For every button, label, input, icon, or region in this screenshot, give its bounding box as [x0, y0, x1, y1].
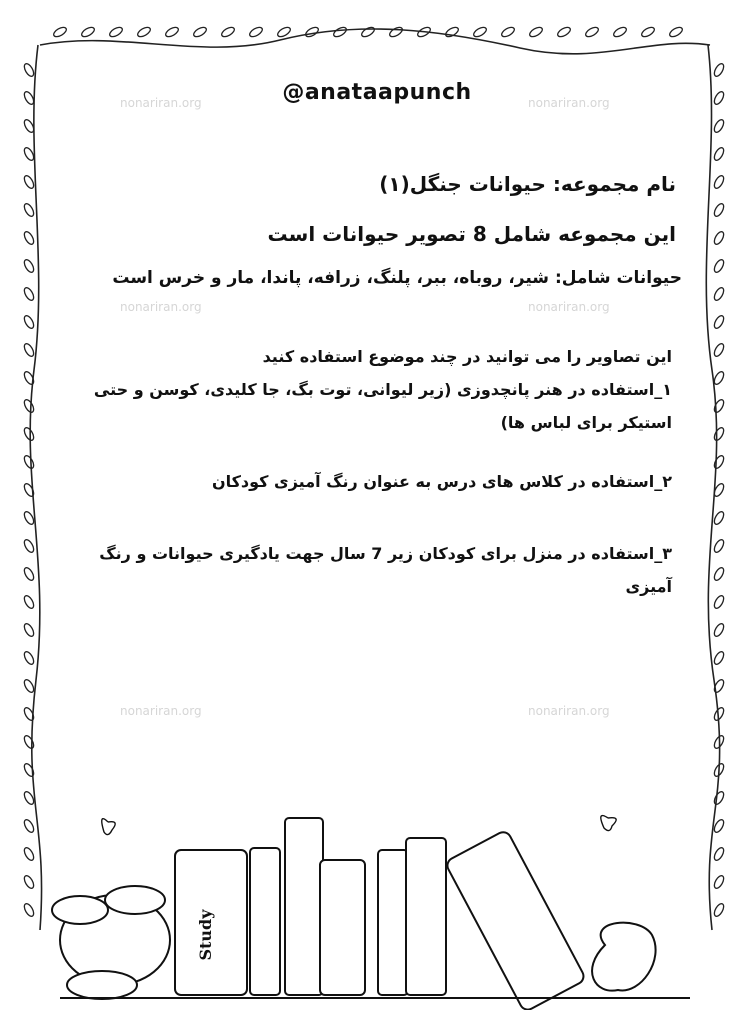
leaf-icon [712, 846, 725, 862]
leaf-icon [22, 734, 35, 750]
leaf-icon [712, 62, 725, 78]
use-item-3: ۳_استفاده در منزل برای کودکان زیر 7 سال جهت یادگیری حیوانات و رنگ آمیزی [99, 544, 672, 596]
watermark: nonariran.org [528, 704, 610, 718]
leaf-icon [304, 25, 320, 38]
leaf-icon [276, 25, 292, 38]
leaf-icon [472, 25, 488, 38]
leaf-icon [360, 25, 376, 38]
leaf-icon [712, 594, 725, 610]
leaf-icon [164, 25, 180, 38]
leaf-icon [712, 174, 725, 190]
leaf-icon [712, 370, 725, 386]
leaf-icon [556, 25, 572, 38]
leaf-icon [712, 874, 725, 890]
leaf-icon [712, 426, 725, 442]
use-item-1: ۱_استفاده در هنر پانچدوزی (زیر لیوانی، توت بگ، جا کلیدی، کوسن و حتی استیکر برای لباس ها) [93, 380, 672, 432]
leaf-icon [22, 762, 35, 778]
leaf-icon [22, 594, 35, 610]
instagram-handle: @anataapunch [282, 80, 472, 105]
leaf-icon [584, 25, 600, 38]
animals-list: حیوانات شامل: شیر، روباه، ببر، پلنگ، زرافه، پاندا، مار و خرس است [112, 268, 682, 288]
leaf-icon [108, 25, 124, 38]
leaf-icon [22, 398, 35, 414]
watermark: nonariran.org [120, 704, 202, 718]
collection-title: نام مجموعه: حیوانات جنگل(۱) [379, 172, 676, 196]
leaf-icon [22, 202, 35, 218]
leaf-icon [712, 202, 725, 218]
leaf-icon [712, 538, 725, 554]
leaf-icon [712, 118, 725, 134]
leaf-icon [22, 454, 35, 470]
watermark: nonariran.org [528, 96, 610, 110]
leaf-icon [22, 230, 35, 246]
leaf-icon [712, 398, 725, 414]
leaf-icon [712, 314, 725, 330]
leaf-icon [22, 314, 35, 330]
leaf-icon [712, 622, 725, 638]
leaf-icon [136, 25, 152, 38]
leaf-icon [22, 622, 35, 638]
leaf-icon [22, 62, 35, 78]
leaf-icon [332, 25, 348, 38]
leaf-icon [22, 174, 35, 190]
leaf-icon [192, 25, 208, 38]
leaf-icon [22, 286, 35, 302]
leaf-icon [712, 706, 725, 722]
book-spine-label: Study [196, 909, 215, 961]
leaf-icon [22, 258, 35, 274]
leaf-icon [712, 566, 725, 582]
leaf-icon [712, 146, 725, 162]
leaf-icon [712, 650, 725, 666]
leaf-icon [712, 902, 725, 918]
butterfly-icon [601, 816, 616, 831]
leaf-icon [712, 510, 725, 526]
leaf-icon [22, 874, 35, 890]
uses-intro: این تصاویر را می توانید در چند موضوع استفاده کنید [262, 347, 672, 366]
butterfly-icon [102, 819, 115, 835]
books-illustration [40, 800, 710, 1010]
leaf-icon [712, 342, 725, 358]
leaf-icon [22, 678, 35, 694]
leaf-icon [22, 482, 35, 498]
leaf-icon [22, 650, 35, 666]
leaf-icon [712, 258, 725, 274]
leaf-icon [500, 25, 516, 38]
leaf-icon [528, 25, 544, 38]
watermark: nonariran.org [120, 96, 202, 110]
leaf-icon [22, 426, 35, 442]
leaf-icon [640, 25, 656, 38]
leaf-icon [22, 902, 35, 918]
leaf-icon [80, 25, 96, 38]
leaf-icon [22, 818, 35, 834]
leaf-icon [668, 25, 684, 38]
leaf-icon [712, 790, 725, 806]
uses-block [72, 340, 672, 439]
leaf-icon [22, 538, 35, 554]
watermark: nonariran.org [528, 300, 610, 314]
leaf-icon [388, 25, 404, 38]
leaf-icon [712, 286, 725, 302]
leaf-icon [22, 846, 35, 862]
watermark: nonariran.org [120, 300, 202, 314]
leaf-icon [22, 566, 35, 582]
leaf-icon [612, 25, 628, 38]
leaf-icon [220, 25, 236, 38]
collection-subtitle: این مجموعه شامل 8 تصویر حیوانات است [267, 222, 676, 246]
leaf-icon [22, 342, 35, 358]
leaf-icon [52, 25, 68, 38]
leaf-icon [712, 230, 725, 246]
use-item-2: ۲_استفاده در کلاس های درس به عنوان رنگ آمیزی کودکان [211, 472, 672, 491]
leaf-icon [712, 454, 725, 470]
leaf-icon [248, 25, 264, 38]
